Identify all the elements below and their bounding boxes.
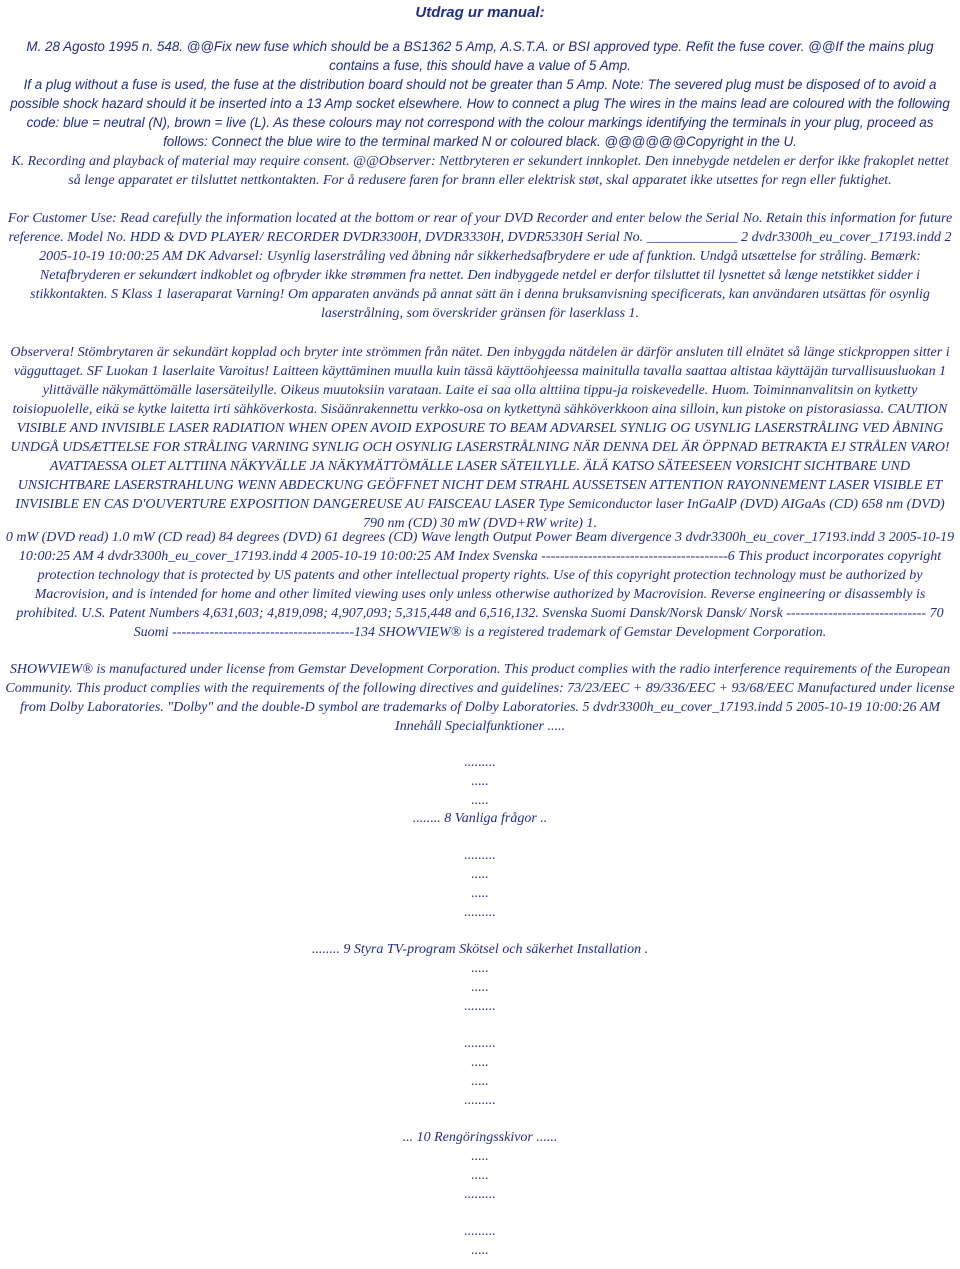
paragraph-norwegian: K. Recording and playback of material may require consent. @@Observer: Nettbryteren er sekundert innkoplet. Den innebygde netdelen er derfor ikke frakoplet nettet så lenge apparatet er tilsluttet nettkontakten. For å redusere faren for brann eller elektrisk støt, skal apparatet ikke utsettes for regn eller fuktighet.	[11, 154, 949, 188]
paragraph-index: 0 mW (DVD read) 1.0 mW (CD read) 84 degrees (DVD) 61 degrees (CD) Wave length Output Power Beam divergence 3 dvdr3300h_eu_cover_17193.indd 3 2005-10-19 10:00:25 AM 4 dvdr3300h_eu_cover_17193.indd 4 2005-10-19 10:00:25 AM Index Svenska ----------------------------------------6 This product incorporates copyright protection technology that is protected by US patents and other intellectual property rights. Use of this copyright protection technology must be authorized by Macrovision, and is intended for home and other limited viewing uses only unless otherwise authorized by Macrovision. Reverse engineering or disassembly is prohibited. U.S. Patent Numbers 4,631,603; 4,819,098; 4,907,093; 5,315,448 and 6,516,132. Svenska Suomi Dansk/Norsk Dansk/ Norsk ------------------------------ 70 Suomi ---------------------------------------134 SHOWVIEW® is a registered trademark of Gemstar Development Corporation.	[5, 530, 955, 640]
toc-line: .....	[471, 1243, 489, 1258]
toc-line: .........	[464, 1036, 496, 1051]
toc-line: .....	[471, 1055, 489, 1070]
toc-line: .....	[471, 886, 489, 901]
toc-line: .....	[471, 1149, 489, 1164]
paragraph-trademarks: SHOWVIEW® is manufactured under license from Gemstar Development Corporation. This product complies with the radio interference requirements of the European Community. This product complies with the requirements of the following directives and guidelines: 73/23/EEC + 89/336/EEC + 93/68/EEC Manufactured under license from Dolby Laboratories. "Dolby" and the double-D symbol are trademarks of Dolby Laboratories. 5 dvdr3300h_eu_cover_17193.indd 5 2005-10-19 10:00:26 AM Innehåll Specialfunktioner .....	[5, 662, 955, 734]
toc-line: .....	[471, 1074, 489, 1089]
toc-line: .....	[471, 793, 489, 808]
paragraph-fuse: M. 28 Agosto 1995 n. 548. @@Fix new fuse which should be a BS1362 5 Amp, A.S.T.A. or BSI approved type. Refit the fuse cover. @@If the mains plug contains a fuse, this should have a value of 5 Amp.	[26, 39, 934, 73]
toc-line: .........	[464, 999, 496, 1014]
paragraph-laser-warning: Observera! Stömbrytaren är sekundärt kopplad och bryter inte strömmen från nätet. Den inbyggda nätdelen är därför ansluten till elnätet så länge stickproppen sitter i vägguttaget. SF Luokan 1 laserlaite Varoitus! Laitteen käyttäminen muulla kuin tässä käyttöohjeessa mainitulla tavalla saattaa altistaa käyttäjän turvallisuusluokan 1 ylittävälle näkymättömälle lasersäteilylle. Oikeus muutoksiin varataan. Laite ei saa olla alttiina tippu-ja roiskevedelle. Huom. Toiminnanvalitsin on kytketty toisiopuolelle, eikä se kytke laitetta irti sähköverkosta. Sisäänrakennettu verkko-osa on kytkettynä sähköverkkoon aina silloin, kun pistoke on pistorasiassa. CAUTION VISIBLE AND INVISIBLE LASER RADIATION WHEN OPEN AVOID EXPOSURE TO BEAM ADVARSEL SYNLIG OG USYNLIG LASERSTRÅLING VED ÅBNING UNDGÅ UDSÆTTELSE FOR STRÅLING VARNING SYNLIG OCH OSYNLIG LASERSTRÅLNING NÄR DENNA DEL ÄR ÖPPNAD BETRAKTA EJ STRÅLEN VARO! AVATTAESSA OLET ALTTIINA NÄKYVÄLLE JA NÄKYMÄTTÖMÄLLE LASER SÄTEILYLLE. ÄLÄ KATSO SÄTEESEEN VORSICHT SICHTBARE UND UNSICHTBARE LASERSTRAHLUNG WENN ABDECKUNG GEÖFFNET NICHT DEM STRAHL AUSSETSEN ATTENTION RAYONNEMENT LASER VISIBLE ET INVISIBLE EN CAS D'OUVERTURE EXPOSITION DANGEREUSE AU FAISCEAU LASER Type Semiconductor laser InGaAlP (DVD) AIGaAs (CD) 658 nm (DVD) 790 nm (CD) 30 mW (DVD+RW write) 1.	[10, 345, 950, 531]
toc-line: .........	[464, 1093, 496, 1108]
toc-line: .........	[464, 905, 496, 920]
toc-line: .....	[471, 774, 489, 789]
toc-line: .....	[471, 961, 489, 976]
toc-line: .........	[464, 1187, 496, 1202]
toc-line: .........	[464, 755, 496, 770]
toc-line: .........	[464, 1224, 496, 1239]
toc-line: .....	[471, 1168, 489, 1183]
toc-line: .....	[471, 867, 489, 882]
toc-line: ... 10 Rengöringsskivor ......	[402, 1130, 558, 1145]
toc-line: ........ 9 Styra TV-program Skötsel och säkerhet Installation .	[311, 942, 649, 957]
page-title: Utdrag ur manual:	[415, 4, 545, 21]
paragraph-plug: If a plug without a fuse is used, the fuse at the distribution board should not be greater than 5 Amp. Note: The severed plug must be disposed of to avoid a possible shock hazard should it be inserted into a 13 Amp socket elsewhere. How to connect a plug The wires in the mains lead are coloured with the following code: blue = neutral (N), brown = live (L). As these colours may not correspond with the colour markings identifying the terminals in your plug, proceed as follows: Connect the blue wire to the terminal marked N or coloured black. @@@@@@Copyright in the U.	[10, 77, 950, 149]
paragraph-customer-use: For Customer Use: Read carefully the information located at the bottom or rear of your DVD Recorder and enter below the Serial No. Retain this information for future reference. Model No. HDD & DVD PLAYER/ RECORDER DVDR3300H, DVDR3330H, DVDR5330H Serial No. _____________ 2 dvdr3300h_eu_cover_17193.indd 2 2005-10-19 10:00:25 AM DK Advarsel: Usynlig laserstråling ved åbning når sikkerhedsafbrydere er ude af funktion. Undgå utsættelse for stråling. Bemærk: Netafbryderen er sekundært indkoblet og ofbryder ikke strømmen fra nettet. Den indbyggede netdel er derfor tilsluttet til lysnettet så længe netstikket sidder i stikkontakten. S Klass 1 laseraparat Varning! Om apparaten används på annat sätt än i denna bruksanvisning specificerats, kan användaren utsättas för osynlig laserstrålning, som överskrider gränsen för laserklass 1.	[7, 211, 953, 321]
toc-line: ........ 8 Vanliga frågor ..	[412, 811, 548, 826]
toc-line: .........	[464, 848, 496, 863]
toc-line: .....	[471, 980, 489, 995]
